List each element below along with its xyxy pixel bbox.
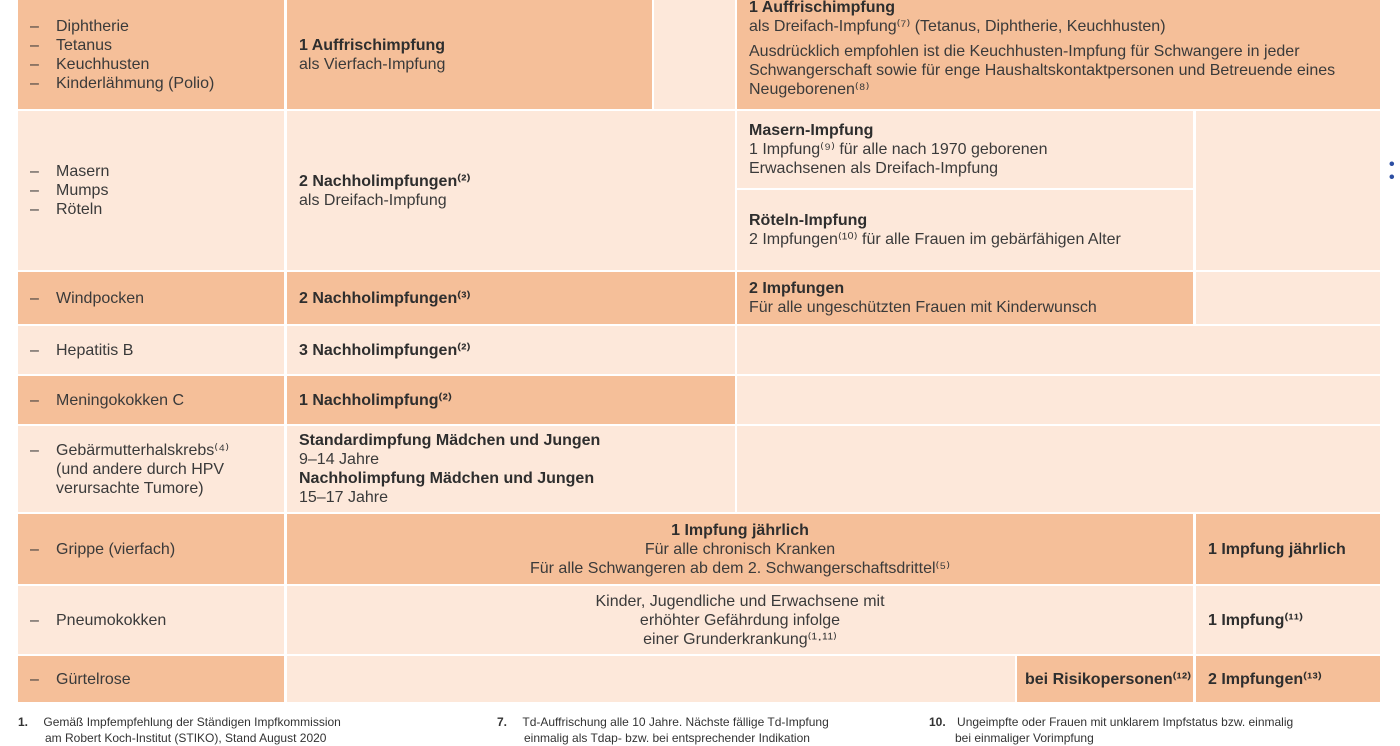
disease-pneumococcal: – Pneumokokken [56,611,284,630]
footnote-1-number: 1. [18,715,29,729]
row-hpv-disease [18,426,284,512]
shingles-senior-text: 2 Impfungen⁽¹³⁾ [1208,670,1322,688]
flu-senior-text: 1 Impfung jährlich [1208,540,1346,558]
pneumo-senior-text: 1 Impfung⁽¹¹⁾ [1208,611,1303,629]
row-dtp-diseases [18,0,284,109]
row-menc-disease [18,376,284,424]
row-varicella-adult [737,272,1193,324]
footnote-1-line1: Gemäß Impfempfehlung der Ständigen Impfkommission [43,715,341,729]
row-hepb-catchup [287,326,735,374]
varicella-adult-title: 2 Impfungen [749,280,845,297]
hpv-standard-title: Standardimpfung Mädchen und Jungen [299,432,601,449]
hpv-standard-age: 9–14 Jahre [299,451,380,468]
row-menc-catchup [287,376,735,424]
rubella-text: 2 Impfungen⁽¹⁰⁾ für alle Frauen im gebärfähigen Alter [749,231,1121,248]
disease-polio: – Kinderlähmung (Polio) [56,74,284,93]
dtp-adult-text: als Dreifach-Impfung⁽⁷⁾ (Tetanus, Diphtherie, Keuchhusten) [749,18,1166,35]
shingles-risk-text: bei Risikopersonen⁽¹²⁾ [1025,670,1192,688]
dtp-booster-text: als Vierfach-Impfung [299,55,446,73]
disease-measles: – Masern [56,162,284,181]
measles-text: 1 Impfung⁽⁹⁾ für alle nach 1970 geborenen Erwachsenen als Dreifach-Impfung [749,141,1048,177]
mmr-catchup-text: als Dreifach-Impfung [299,191,447,209]
row-hpv-empty [737,426,1380,512]
disease-shingles: – Gürtelrose [56,670,284,689]
hpv-disease-line2: (und andere durch HPV [56,460,225,478]
row-hpv-vaccination [287,426,735,512]
flu-title: 1 Impfung jährlich [671,521,809,539]
row-pneumo-recommendation [287,586,1193,654]
pneumo-line1: Kinder, Jugendliche und Erwachsene mit [595,592,885,610]
row-shingles-disease [18,656,284,702]
flu-chronic-text: Für alle chronisch Kranken [644,540,836,558]
footnote-7-number: 7. [497,715,508,729]
row-varicella-disease [18,272,284,324]
menc-catchup-title: 1 Nachholimpfung⁽²⁾ [299,391,452,409]
disease-rubella: – Röteln [56,200,284,219]
disease-pertussis: – Keuchhusten [56,55,284,74]
hpv-catchup-age: 15–17 Jahre [299,489,388,506]
varicella-adult-text: Für alle ungeschützten Frauen mit Kinderwunsch [749,299,1097,316]
row-mmr-measles [737,111,1193,188]
disease-mumps: – Mumps [56,181,284,200]
footnote-10-number: 10. [929,715,946,729]
disease-meningococcal-c: – Meningokokken C [56,391,284,410]
row-shingles-senior [1196,656,1380,702]
row-hepb-empty [737,326,1380,374]
row-varicella-senior-empty [1196,272,1380,324]
disease-diphtheria: – Diphtherie [56,17,284,36]
footnote-7 [497,714,829,746]
footnote-10-line1: Ungeimpfte oder Frauen mit unklarem Impfstatus bzw. einmalig [957,715,1294,729]
more-dots-icon: • • [1389,156,1395,186]
row-mmr-senior-empty [1196,111,1380,270]
footnote-10-line2: bei einmaliger Vorimpfung [955,731,1094,745]
row-pneumo-senior [1196,586,1380,654]
dtp-adult-title: 1 Auffrischimpfung [749,0,896,16]
measles-title: Masern-Impfung [749,122,874,139]
row-mmr-rubella [737,190,1193,270]
disease-cervical-cancer: – Gebärmutterhalskrebs⁽⁴⁾ [56,441,284,460]
mmr-catchup-title: 2 Nachholimpfungen⁽²⁾ [299,172,471,190]
varicella-catchup-title: 2 Nachholimpfungen⁽³⁾ [299,289,471,307]
pneumo-line2: erhöhter Gefährdung infolge [639,611,841,629]
row-flu-recommendation [287,514,1193,584]
disease-influenza: – Grippe (vierfach) [56,540,284,559]
row-flu-disease [18,514,284,584]
row-dtp-adult [737,0,1380,109]
row-dtp-catchup [287,0,652,109]
row-mmr-diseases [18,111,284,270]
pneumo-line3: einer Grunderkrankung⁽¹·¹¹⁾ [643,630,837,648]
dtp-adult-note: Ausdrücklich empfohlen ist die Keuchhusten-Impfung für Schwangere in jeder Schwangerschaft sowie für enge Haushaltskontaktpersonen und Betreuende eines Neugeborenen⁽⁸⁾ [749,43,1336,98]
row-shingles-empty [287,656,1015,702]
row-hepb-disease [18,326,284,374]
dtp-booster-title: 1 Auffrischimpfung [299,36,446,54]
row-pneumo-disease [18,586,284,654]
disease-tetanus: – Tetanus [56,36,284,55]
row-varicella-catchup [287,272,735,324]
footnote-10 [929,714,1293,746]
hpv-disease-line3: verursachte Tumore) [56,479,204,497]
footnote-1-line2: am Robert Koch-Institut (STIKO), Stand August 2020 [45,731,327,745]
row-mmr-catchup [287,111,735,270]
rubella-title: Röteln-Impfung [749,212,868,229]
row-flu-senior [1196,514,1380,584]
hpv-catchup-title: Nachholimpfung Mädchen und Jungen [299,470,595,487]
footnote-7-line1: Td-Auffrischung alle 10 Jahre. Nächste fällige Td-Impfung [522,715,829,729]
disease-varicella: – Windpocken [56,289,284,308]
disease-hepatitis-b: – Hepatitis B [56,341,284,360]
row-dtp-empty-cell [654,0,735,109]
flu-pregnancy-text: Für alle Schwangeren ab dem 2. Schwangerschaftsdrittel⁽⁵⁾ [529,559,951,577]
row-shingles-risk [1017,656,1193,702]
hepb-catchup-title: 3 Nachholimpfungen⁽²⁾ [299,341,471,359]
footnote-7-line2: einmalig als Tdap- bzw. bei entsprechender Indikation [524,731,810,745]
row-menc-empty [737,376,1380,424]
footnote-1 [18,714,341,746]
